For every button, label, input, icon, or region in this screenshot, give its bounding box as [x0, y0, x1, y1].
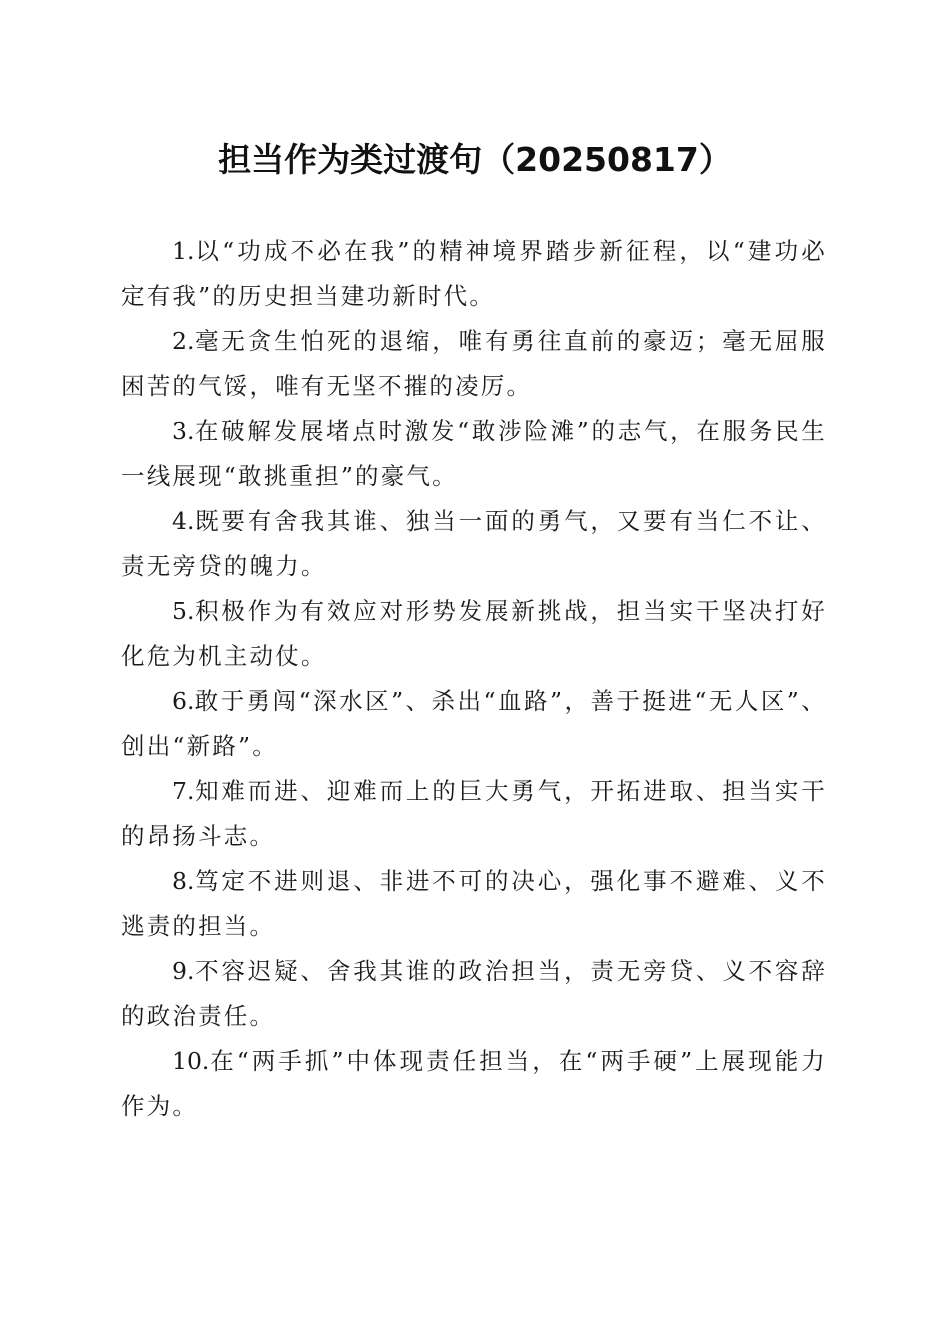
paragraph-number: 3. [172, 417, 195, 445]
paragraph-10 [121, 1039, 827, 1129]
document-title: 担当作为类过渡句（20250817） [218, 140, 732, 179]
paragraph-3 [121, 409, 827, 499]
paragraph-2 [121, 319, 827, 409]
paragraph-text: 积极作为有效应对形势发展新挑战，担当实干坚决打好化危为机主动仗。 [121, 597, 827, 670]
paragraph-number: 10. [172, 1047, 210, 1075]
paragraph-text: 毫无贪生怕死的退缩，唯有勇往直前的豪迈；毫无屈服困苦的气馁，唯有无坚不摧的凌厉。 [121, 327, 827, 400]
paragraph-9 [121, 949, 827, 1039]
paragraph-text: 在“两手抓”中体现责任担当，在“两手硬”上展现能力作为。 [121, 1047, 827, 1120]
paragraph-number: 4. [172, 507, 195, 535]
paragraph-number: 7. [172, 777, 195, 805]
paragraph-4 [121, 499, 827, 589]
paragraph-text: 笃定不进则退、非进不可的决心，强化事不避难、义不逃责的担当。 [121, 867, 827, 940]
paragraph-6 [121, 679, 827, 769]
document-body [121, 229, 827, 1129]
paragraph-1 [121, 229, 827, 319]
paragraph-5 [121, 589, 827, 679]
paragraph-number: 6. [172, 687, 195, 715]
paragraph-number: 2. [172, 327, 195, 355]
paragraph-8 [121, 859, 827, 949]
paragraph-number: 1. [172, 237, 195, 265]
paragraph-text: 不容迟疑、舍我其谁的政治担当，责无旁贷、义不容辞的政治责任。 [121, 957, 827, 1030]
paragraph-text: 知难而进、迎难而上的巨大勇气，开拓进取、担当实干的昂扬斗志。 [121, 777, 827, 850]
paragraph-number: 5. [172, 597, 195, 625]
paragraph-number: 8. [172, 867, 195, 895]
paragraph-7 [121, 769, 827, 859]
paragraph-number: 9. [172, 957, 195, 985]
paragraph-text: 敢于勇闯“深水区”、杀出“血路”，善于挺进“无人区”、创出“新路”。 [121, 687, 827, 760]
paragraph-text: 以“功成不必在我”的精神境界踏步新征程，以“建功必定有我”的历史担当建功新时代。 [121, 237, 827, 310]
paragraph-text: 既要有舍我其谁、独当一面的勇气，又要有当仁不让、责无旁贷的魄力。 [121, 507, 827, 580]
paragraph-text: 在破解发展堵点时激发“敢涉险滩”的志气，在服务民生一线展现“敢挑重担”的豪气。 [121, 417, 827, 490]
